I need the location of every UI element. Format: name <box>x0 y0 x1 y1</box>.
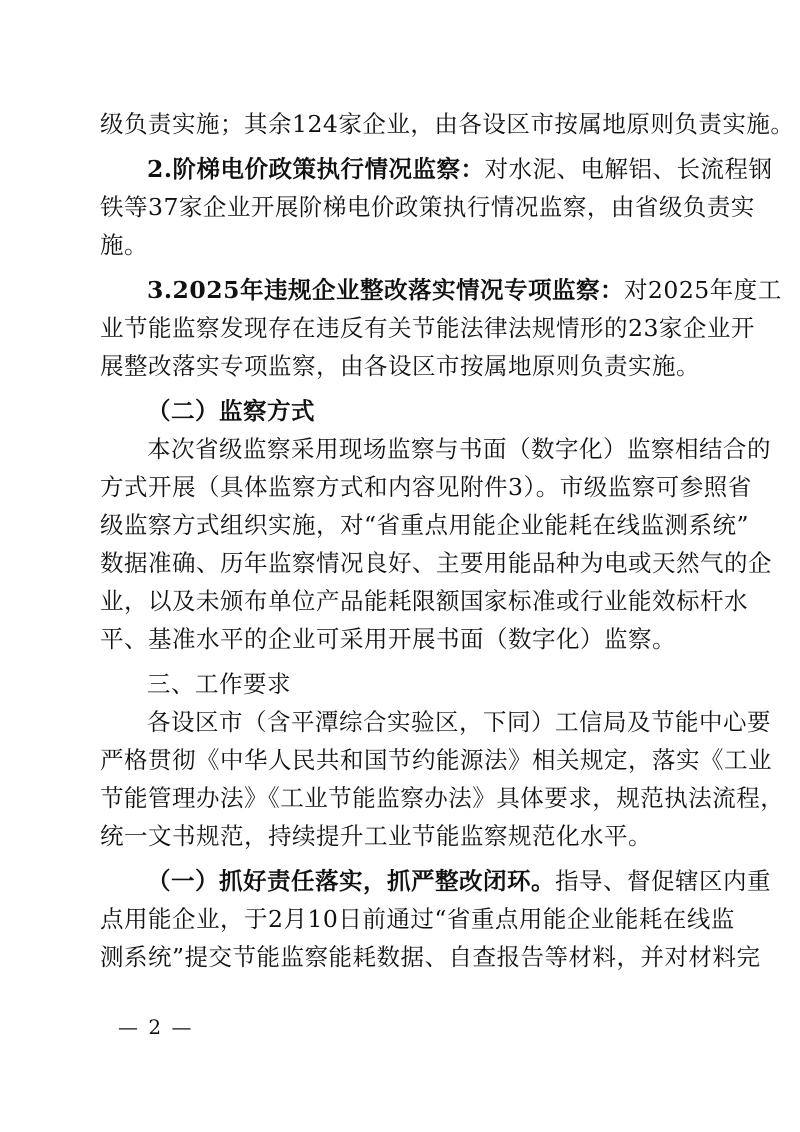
line-text: 对水泥、电解铝、长流程钢 <box>484 155 773 183</box>
line-text: 严格贯彻《中华人民共和国节约能源法》相关规定，落实《工业 <box>100 746 772 774</box>
section-title: （二）监察方式 <box>147 397 315 425</box>
line-text: 方式开展（具体监察方式和内容见附件3）。市级监察可参照省 <box>100 473 752 501</box>
subsection-title: （一）抓好责任落实，抓严整改闭环。 <box>147 867 555 895</box>
line-text: 点用能企业，于2月10日前通过“省重点用能企业能耗在线监 <box>100 905 735 933</box>
body-line-19 <box>100 816 700 856</box>
line-text: 测系统”提交节能监察能耗数据、自查报告等材料，并对材料完 <box>100 943 761 971</box>
line-text: 对2025年度工 <box>623 276 782 304</box>
line-text: 各设区市（含平潭综合实验区，下同）工信局及节能中心要 <box>147 708 771 736</box>
line-text: 指导、督促辖区内重 <box>555 867 771 895</box>
section-heading-work-requirements <box>100 664 700 704</box>
section-title: 三、工作要求 <box>147 670 291 698</box>
body-line-4 <box>100 225 700 265</box>
body-line-7 <box>100 346 700 386</box>
section-heading-supervision-method <box>100 391 700 431</box>
body-line-14 <box>100 619 700 659</box>
item-2-heading-line <box>100 149 773 189</box>
item-3-heading-line <box>100 270 782 310</box>
body-line-11 <box>100 505 750 545</box>
item-3-title: 3.2025年违规企业整改落实情况专项监察： <box>147 276 624 304</box>
body-line-3 <box>100 187 755 227</box>
body-line-21 <box>100 899 735 939</box>
body-line-1 <box>100 104 795 144</box>
subsection-heading-responsibility <box>100 861 771 901</box>
line-text: 节能管理办法》《工业节能监察办法》具体要求，规范执法流程， <box>100 784 785 812</box>
page-number: — 2 — <box>118 1015 194 1039</box>
body-line-9 <box>100 429 771 469</box>
line-text: 施。 <box>100 231 148 259</box>
body-line-17 <box>100 740 772 780</box>
line-text: 本次省级监察采用现场监察与书面（数字化）监察相结合的 <box>147 435 771 463</box>
line-text: 统一文书规范，持续提升工业节能监察规范化水平。 <box>100 822 652 850</box>
line-text: 级负责实施；其余124家企业，由各设区市按属地原则负责实施。 <box>100 110 795 138</box>
body-line-10 <box>100 467 752 507</box>
line-text: 级监察方式组织实施，对“省重点用能企业能耗在线监测系统” <box>100 511 750 539</box>
body-line-18 <box>100 778 785 818</box>
line-text: 业节能监察发现存在违反有关节能法律法规情形的23家企业开 <box>100 314 755 342</box>
line-text: 平、基准水平的企业可采用开展书面（数字化）监察。 <box>100 625 676 653</box>
line-text: 业，以及未颁布单位产品能耗限额国家标准或行业能效标杆水 <box>100 587 748 615</box>
body-line-22 <box>100 937 761 977</box>
body-line-12 <box>100 543 772 583</box>
body-line-6 <box>100 308 755 348</box>
item-2-title: 2.阶梯电价政策执行情况监察： <box>147 155 485 183</box>
line-text: 数据准确、历年监察情况良好、主要用能品种为电或天然气的企 <box>100 549 772 577</box>
line-text: 铁等37家企业开展阶梯电价政策执行情况监察，由省级负责实 <box>100 193 755 221</box>
body-line-16 <box>100 702 771 742</box>
line-text: 展整改落实专项监察，由各设区市按属地原则负责实施。 <box>100 352 700 380</box>
body-line-13 <box>100 581 748 621</box>
